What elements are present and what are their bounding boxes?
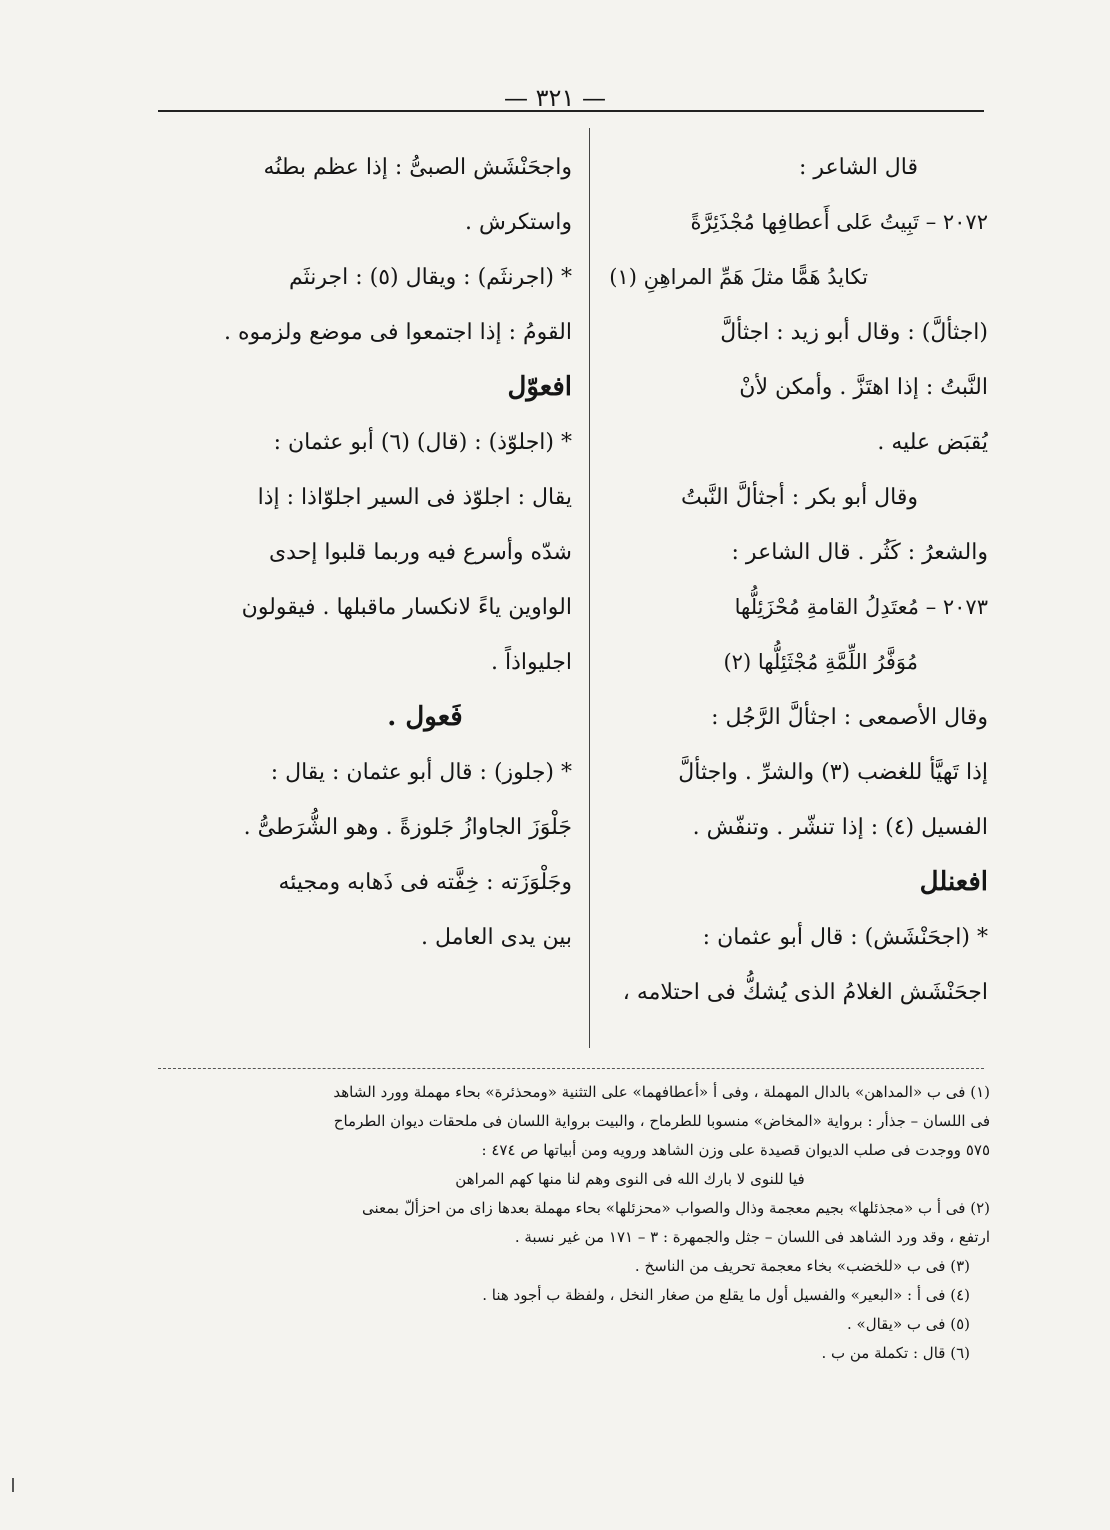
page-number: — ٣٢١ — xyxy=(504,84,606,112)
text-line: مُوَفَّرُ اللِّمَّةِ مُجْثَئِلُّها (٢) xyxy=(723,650,918,674)
text-line: النَّبتُ : إذا اهتَزَّ . وأمكن لأنْ xyxy=(739,375,988,400)
footnote-line: (٣) فى ب «للخضب» بخاء معجمة تحريف من الناسخ . xyxy=(634,1257,970,1275)
text-line: واستكرش . xyxy=(465,210,572,235)
text-line: (اجثألَّ) : وقال أبو زيد : اجثألَّ xyxy=(720,320,988,345)
text-line: * (اجرنثَم) : ويقال (٥) : اجرنثَم xyxy=(288,265,572,290)
footnote-separator xyxy=(158,1068,984,1069)
footnote-line: (٥) فى ب «يقال» . xyxy=(847,1315,970,1333)
text-line: * (اجلوّذ) : (قال) (٦) أبو عثمان : xyxy=(273,430,572,455)
text-line: وقال أبو بكر : أجثألَّ النَّبتُ xyxy=(681,485,918,510)
left-column xyxy=(158,140,572,965)
text-line: اجحَنْشَش الغلامُ الذى يُشكُّ فى احتلامه ، xyxy=(622,980,988,1005)
text-line: وجَلْوَزَته : خِفَّته فى ذَهابه ومجيئه xyxy=(278,870,572,895)
text-line: * (اجحَنْشَش) : قال أبو عثمان : xyxy=(702,925,988,950)
text-line: بين يدى العامل . xyxy=(421,925,572,950)
text-line: ٢٠٧٣ – مُعتَدِلُ القامةِ مُحْزَئِلُّها xyxy=(734,595,988,619)
footnotes xyxy=(150,1078,990,1368)
text-line: تكايدُ هَمًّا مثلَ هَمِّ المراهِنِ (١) xyxy=(609,265,868,289)
text-line: الفسيل (٤) : إذا تنشّر . وتنفّش . xyxy=(692,815,988,840)
footnote-line: فيا للنوى لا بارك الله فى النوى وهم لنا منها كهم المراهن xyxy=(455,1170,805,1188)
text-line: وقال الأصمعى : اجثألَّ الرَّجُل : xyxy=(711,705,988,730)
footnote-line: (٦) قال : تكملة من ب . xyxy=(821,1344,970,1362)
footnote-line: (٢) فى أ ب «مجذئلها» بجيم معجمة وذال والصواب «محزئلها» بحاء مهملة بعدها زاى من احزألّ بمعنى xyxy=(362,1199,990,1217)
text-line: والشعرُ : كَثُر . قال الشاعر : xyxy=(731,540,988,565)
right-column xyxy=(600,140,988,1020)
section-heading: افعوّل xyxy=(507,372,572,402)
footnote-line: (١) فى ب «المداهن» بالدال المهملة ، وفى أ «أعطافهما» على التثنية «ومحذئرة» بحاء مهملة وورد الشاهد xyxy=(333,1083,990,1101)
footnote-line: ارتفع ، وقد ورد الشاهد فى اللسان – جثل والجمهرة : ٣ – ١٧١ من غير نسبة . xyxy=(514,1228,990,1246)
text-line: يُقبَض عليه . xyxy=(877,430,988,455)
footnote-line: فى اللسان – جذأر : برواية «المخاض» منسوبا للطرماح ، والبيت برواية اللسان فى ملحقات ديوان الطرماح xyxy=(333,1112,990,1130)
text-line: قال الشاعر : xyxy=(798,155,918,180)
text-line: إذا تَهيَّأ للغضب (٣) والشرِّ . واجثألَّ xyxy=(678,760,988,785)
text-line: يقال : اجلوّذ فى السير اجلوّاذا : إذا xyxy=(257,485,572,510)
footnote-line: ٥٧٥ ووجدت فى صلب الديوان قصيدة على وزن الشاهد ورويه ومن أبياتها ص ٤٧٤ : xyxy=(481,1141,990,1159)
column-divider xyxy=(589,128,590,1048)
text-line: * (جلوز) : قال أبو عثمان : يقال : xyxy=(270,760,572,785)
text-line: جَلْوَزَ الجاوازُ جَلوزةً . وهو الشُّرَطىُّ . xyxy=(243,815,572,840)
section-heading: فَعول . xyxy=(387,702,463,732)
text-line: شدّه وأسرع فيه وربما قلبوا إحدى xyxy=(268,540,572,565)
section-heading: افعنلل xyxy=(919,867,988,897)
text-line: ٢٠٧٢ – تَبِيتُ عَلى أَعطافِها مُجْذَئِرَّةً xyxy=(690,210,988,234)
margin-mark xyxy=(12,1478,14,1492)
text-line: واجحَنْشَش الصبىُّ : إذا عظم بطنُه xyxy=(263,155,572,180)
header-rule xyxy=(158,110,984,112)
text-line: اجليواذاً . xyxy=(490,650,572,675)
footnote-line: (٤) فى أ : «البعير» والفسيل أول ما يقلع من صغار النخل ، ولفظة ب أجود هنا . xyxy=(482,1286,970,1304)
text-line: القومُ : إذا اجتمعوا فى موضع ولزموه . xyxy=(223,320,572,345)
text-line: الواوين ياءً لانكسار ماقبلها . فيقولون xyxy=(241,595,572,620)
